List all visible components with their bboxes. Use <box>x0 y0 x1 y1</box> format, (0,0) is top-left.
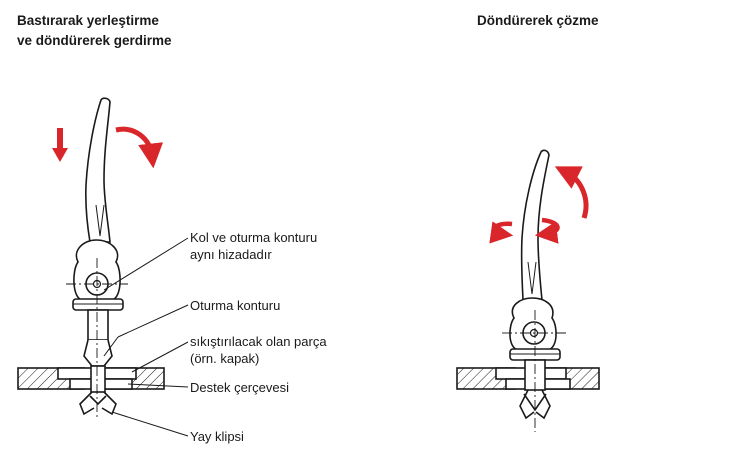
shaft-left <box>88 310 108 340</box>
rotate-counterclockwise-arrow <box>566 172 586 218</box>
title-press-insert-line2: ve döndürerek gerdirme <box>17 33 172 48</box>
label-clamped-part-line1: sıkıştırılacak olan parça <box>190 334 327 349</box>
right-assembly <box>457 150 599 432</box>
title-press-insert-line1: Bastırarak yerleştirme <box>17 13 159 28</box>
label-seating-contour: Oturma konturu <box>190 298 281 313</box>
label-spring-clip: Yay klipsi <box>190 429 244 444</box>
rotate-clockwise-arrow <box>116 129 152 156</box>
lever-arm-right <box>522 150 549 300</box>
label-clamped-part-line2: (örn. kapak) <box>190 351 260 366</box>
label-contour-aligned-line2: aynı hizadadır <box>190 247 272 262</box>
label-contour-aligned-line1: Kol ve oturma konturu <box>190 230 318 245</box>
label-support-frame: Destek çerçevesi <box>190 380 289 395</box>
press-down-arrow <box>52 128 68 162</box>
plunger-left <box>84 340 112 366</box>
left-assembly <box>18 98 164 420</box>
title-rotate-release: Döndürerek çözme <box>477 13 599 28</box>
spring-clip-left <box>80 392 116 414</box>
